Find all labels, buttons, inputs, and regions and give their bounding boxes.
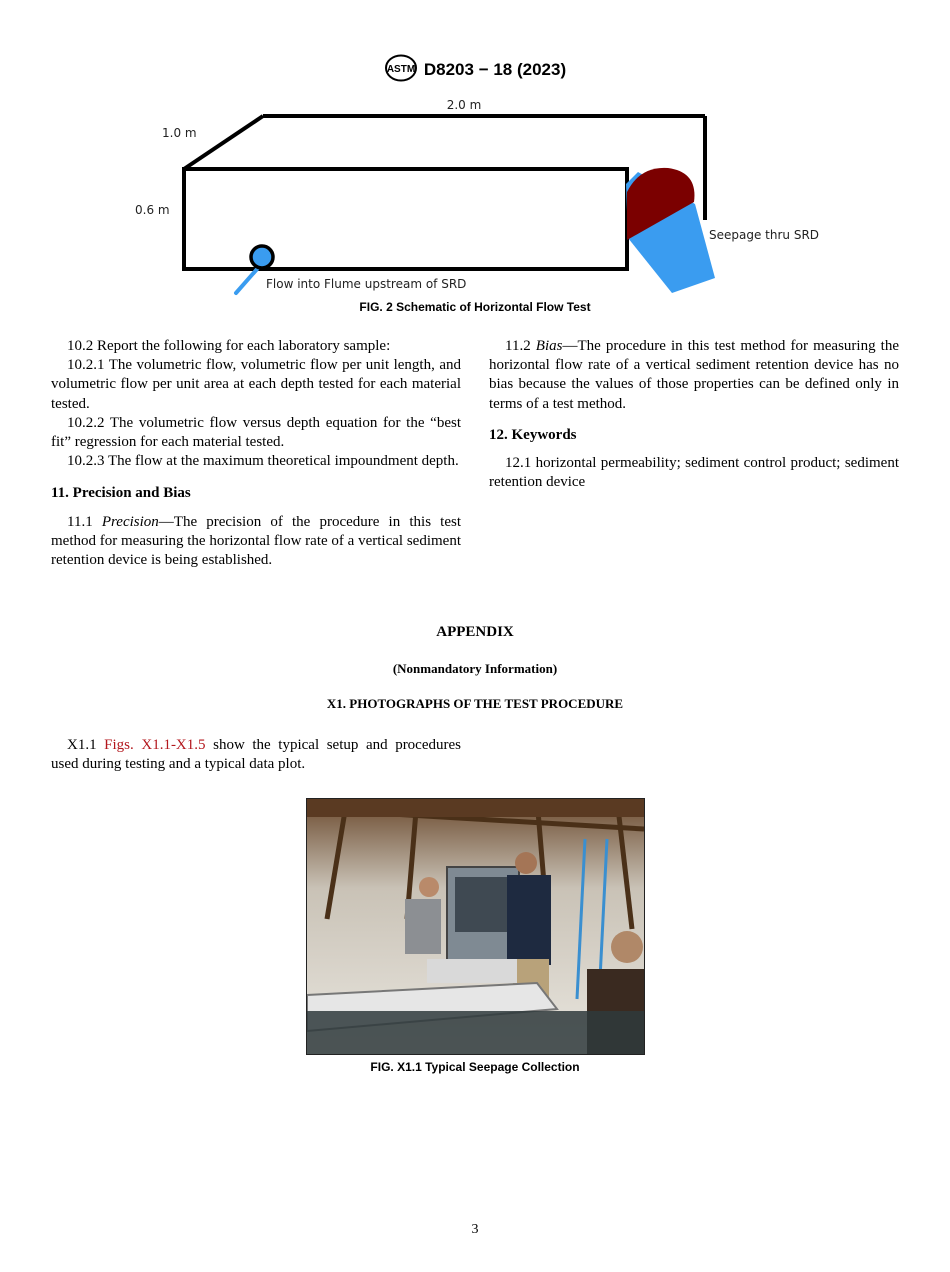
paragraph-11-2 bbox=[489, 337, 899, 414]
paragraph-10-2-2: 10.2.2 The volumetric flow versus depth equation for the “best fit” regression for each material tested. bbox=[51, 414, 461, 451]
seepage-collection-photo bbox=[306, 798, 645, 1055]
paragraph-text: show the typical setup and procedures used during testing and a typical data plot. bbox=[51, 737, 461, 773]
left-column bbox=[51, 337, 461, 570]
astm-logo-icon bbox=[384, 54, 418, 87]
appendix-subtitle: (Nonmandatory Information) bbox=[392, 661, 558, 676]
svg-text:ASTM: ASTM bbox=[386, 63, 416, 75]
term-bias: Bias bbox=[535, 338, 563, 354]
page-number: 3 bbox=[471, 1222, 479, 1237]
paragraph-text: —The precision of the procedure in this test method for measuring the horizontal flow rate of a vertical sediment retention device is being established. bbox=[51, 513, 461, 569]
seepage-label: Seepage thru SRD bbox=[709, 228, 820, 242]
section-12-heading: 12. Keywords bbox=[489, 426, 577, 443]
appendix-title: APPENDIX bbox=[436, 624, 514, 640]
paragraph-10-2: 10.2 Report the following for each laboratory sample: bbox=[67, 338, 391, 354]
paragraph-text: —The procedure in this test method for measuring the horizontal flow rate of a vertical sediment retention device has no bias because the values of those properties can be defined only in terms of a test method. bbox=[489, 338, 899, 412]
paragraph-x1-1 bbox=[51, 736, 461, 774]
length-label: 2.0 m bbox=[446, 98, 482, 112]
figure-x1-1-caption: FIG. X1.1 Typical Seepage Collection bbox=[370, 1060, 580, 1074]
paragraph-11-1 bbox=[51, 513, 461, 571]
paragraph-number: 11.2 bbox=[505, 338, 536, 354]
document-designation: D8203 − 18 (2023) bbox=[423, 60, 567, 79]
paragraph-number: X1.1 bbox=[67, 737, 105, 753]
paragraph-12-1: 12.1 horizontal permeability; sediment control product; sediment retention device bbox=[489, 455, 899, 491]
appendix-section-heading: X1. PHOTOGRAPHS OF THE TEST PROCEDURE bbox=[326, 696, 624, 711]
right-column bbox=[489, 337, 899, 492]
inflow-label: Flow into Flume upstream of SRD bbox=[266, 277, 467, 291]
figure-2-caption: FIG. 2 Schematic of Horizontal Flow Test bbox=[359, 300, 591, 314]
section-11-heading: 11. Precision and Bias bbox=[51, 485, 191, 502]
paragraph-10-2-3: 10.2.3 The flow at the maximum theoretical impoundment depth. bbox=[67, 453, 459, 470]
paragraph-10-2-1: 10.2.1 The volumetric flow, volumetric flow per unit length, and volumetric flow per unit area at each depth tested for each material tested. bbox=[51, 357, 461, 412]
figures-link[interactable]: Figs. X1.1-X1.5 bbox=[104, 737, 206, 753]
term-precision: Precision bbox=[101, 513, 159, 530]
width-label: 1.0 m bbox=[162, 126, 197, 140]
depth-label: 0.6 m bbox=[135, 203, 170, 217]
paragraph-number: 11.1 bbox=[67, 513, 102, 530]
page-header bbox=[0, 56, 950, 84]
horizontal-flow-schematic bbox=[120, 92, 840, 302]
